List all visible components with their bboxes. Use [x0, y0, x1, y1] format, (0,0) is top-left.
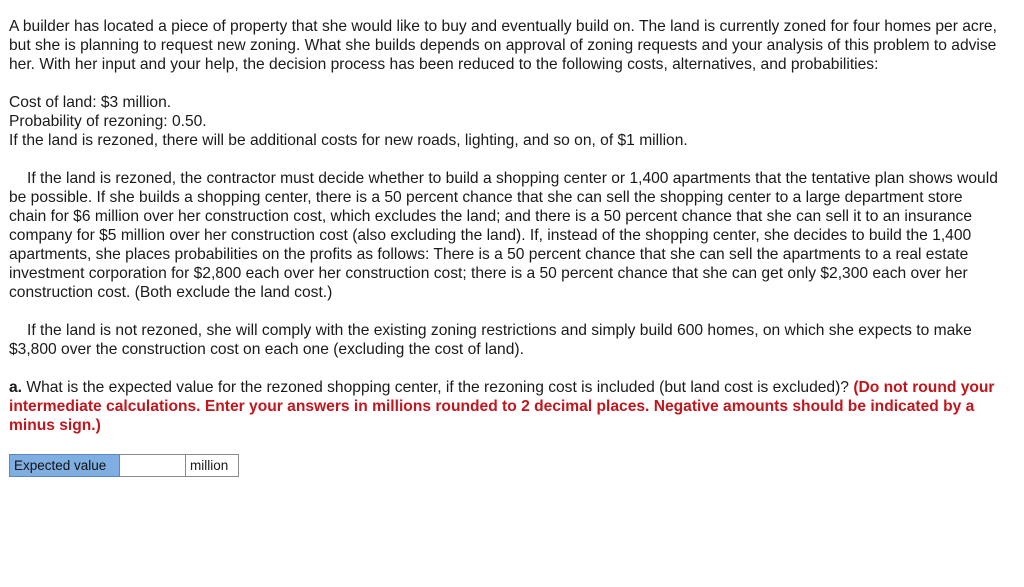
- intro-paragraph: A builder has located a piece of property that she would like to buy and eventually build on. The land is currently zoned for four homes per acre, but she is planning to request new zoning. What she builds depends on approval of zoning requests and your analysis of this problem to advise her. With her input and your help, the decision process has been reduced to the following costs, alternatives, and probabilities:: [9, 18, 997, 73]
- facts-list: [9, 93, 1004, 150]
- question-letter: a.: [9, 379, 23, 396]
- question-text: What is the expected value for the rezoned shopping center, if the rezoning cost is included (but land cost is excluded)?: [22, 379, 854, 396]
- not-rezoned-paragraph: If the land is not rezoned, she will comply with the existing zoning restrictions and simply build 600 homes, on which she expects to make $3,800 over the construction cost on each one (excluding the cost of land).: [9, 322, 972, 358]
- question-instructions: (Do not round your intermediate calculations. Enter your answers in millions rounded to 2 decimal places. Negative amounts should be indicated by a minus sign.): [9, 379, 995, 434]
- unit-label: million: [186, 454, 239, 477]
- fact-rezoning-probability: Probability of rezoning: 0.50.: [9, 113, 207, 130]
- fact-rezoning-costs: If the land is rezoned, there will be additional costs for new roads, lighting, and so on, of $1 million.: [9, 132, 688, 149]
- rezoned-paragraph: If the land is rezoned, the contractor must decide whether to build a shopping center or 1,400 apartments that the tentative plan shows would be possible. If she builds a shopping center, there is a 50 percent chance that she can sell the shopping center to a large department store chain for $6 million over her construction cost, which excludes the land; and there is a 50 percent chance that she can sell it to an insurance company for $5 million over her construction cost (also excluding the land). If, instead of the shopping center, she decides to build the 1,400 apartments, she places probabilities on the profits as follows: There is a 50 percent chance that she can sell the apartments to a real estate investment corporation for $2,800 each over her construction cost; there is a 50 percent chance that she can get only $2,300 each over her construction cost. (Both exclude the land cost.): [9, 170, 998, 301]
- expected-value-input-wrap: [120, 454, 186, 477]
- answer-row: [9, 454, 1004, 477]
- question-a: [9, 378, 1004, 435]
- expected-value-input[interactable]: [120, 454, 186, 477]
- expected-value-label: Expected value: [9, 454, 120, 477]
- fact-land-cost: Cost of land: $3 million.: [9, 94, 172, 111]
